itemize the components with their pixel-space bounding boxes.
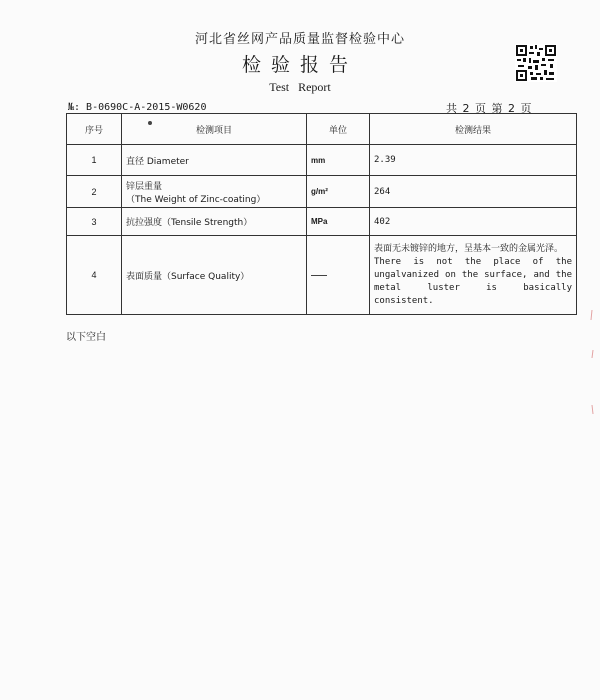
- row-result: 402: [370, 208, 577, 236]
- row-item: [122, 176, 307, 208]
- organization-name: 河北省丝网产品质量监督检验中心: [194, 32, 405, 47]
- header-item: 检测项目: [122, 114, 307, 145]
- table-row: [67, 236, 577, 315]
- row-unit: ——: [307, 236, 370, 315]
- table-row: [67, 176, 577, 208]
- row-item: [122, 208, 307, 236]
- row-index: 2: [67, 176, 122, 208]
- header-unit: 单位: [307, 114, 370, 145]
- row-result: [370, 236, 577, 315]
- row-result: 2.39: [370, 145, 577, 176]
- row-index: 4: [67, 236, 122, 315]
- report-title: 检验报告: [241, 54, 358, 76]
- row-item: [122, 236, 307, 315]
- row-unit: MPa: [307, 208, 370, 236]
- qr-code-icon: [515, 44, 557, 82]
- table-row: [67, 145, 577, 176]
- result-text-en: There is not the place of the ungalvanized on the surface, and the metal luster is basically consistent.: [374, 256, 572, 306]
- item-name-cn: 锌层重量: [126, 181, 163, 192]
- report-number: №: B-0690C-A-2015-W0620: [68, 102, 207, 113]
- row-result: 264: [370, 176, 577, 208]
- row-index: 1: [67, 145, 122, 176]
- result-text-cn: 表面无未镀锌的地方，呈基本一致的金属光泽。: [374, 243, 564, 254]
- table-row: [67, 208, 577, 236]
- edge-marks: [588, 310, 596, 430]
- row-index: 3: [67, 208, 122, 236]
- item-name: 表面质量（Surface Quality）: [126, 271, 250, 282]
- header-index: 序号: [67, 114, 122, 145]
- results-table: [66, 113, 577, 315]
- page-count: 共 2 页 第 2 页: [446, 102, 533, 115]
- footer-note: 以下空白: [66, 332, 106, 343]
- ink-speck: [148, 121, 152, 125]
- item-name: 抗拉强度（Tensile Strength）: [126, 218, 253, 228]
- item-name: 直径 Diameter: [126, 156, 189, 167]
- report-subtitle: Test Report: [269, 80, 331, 94]
- row-unit: mm: [307, 145, 370, 176]
- table-header-row: [67, 114, 577, 145]
- item-name-en: （The Weight of Zinc-coating）: [126, 194, 266, 205]
- row-item: [122, 145, 307, 176]
- row-unit: g/m²: [307, 176, 370, 208]
- header-result: 检测结果: [370, 114, 577, 145]
